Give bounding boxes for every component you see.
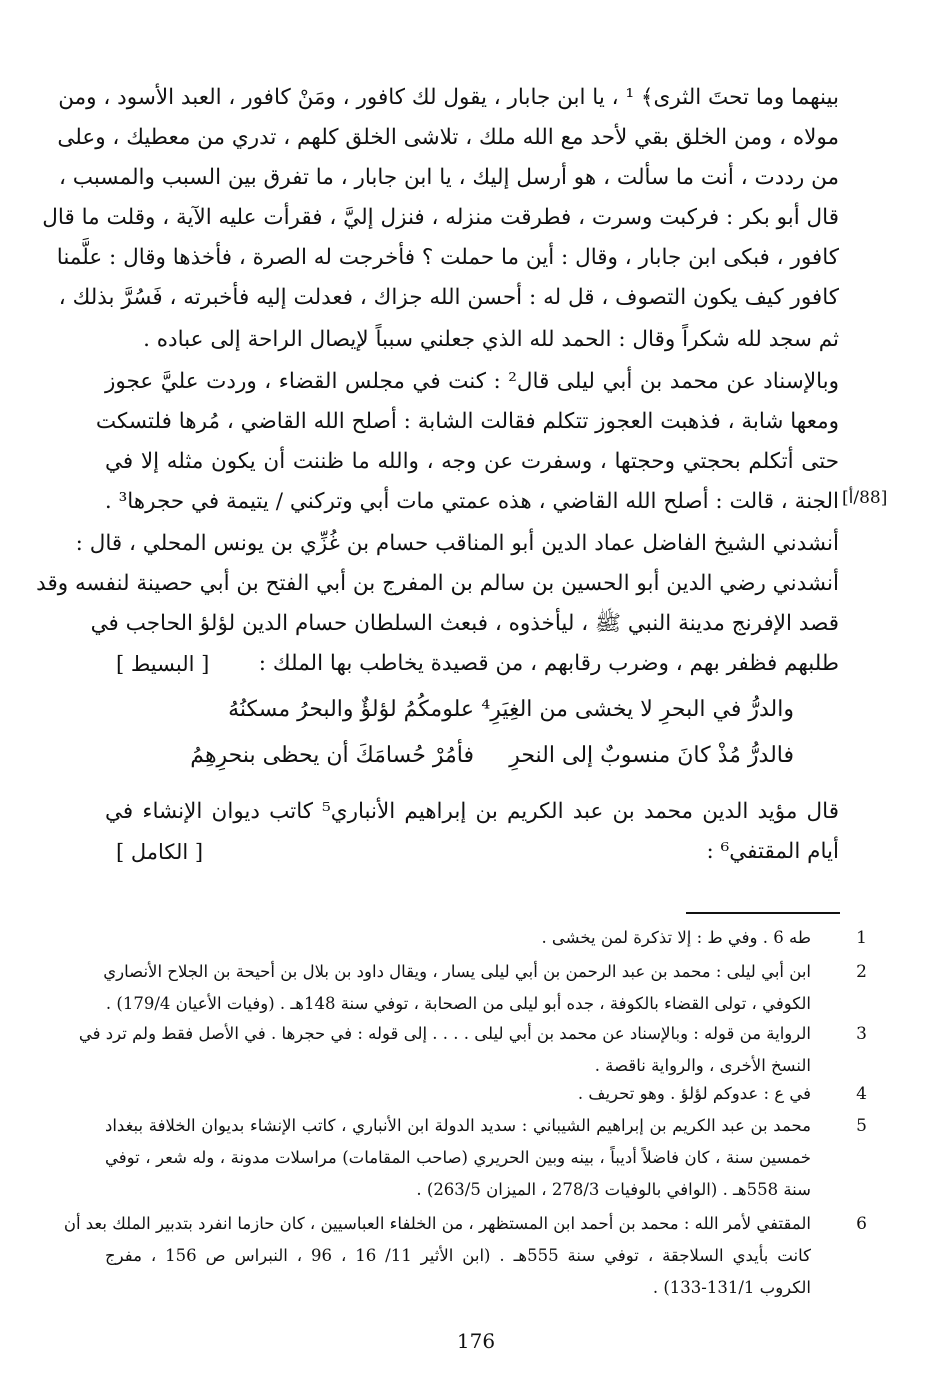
body-line: ومعها شابة ، فذهبت العجوز تتكلم فقالت الشابة : أصلح الله القاضي ، مُرها فلتسكت bbox=[95, 409, 839, 434]
footnote-line: محمد بن عبد الكريم بن إبراهيم الشيباني : سديد الدولة ابن الأنباري ، كاتب الإنشاء بديوان الخلافة ببغداد bbox=[105, 1116, 811, 1135]
poetic-meter-label: [ الكامل ] bbox=[116, 840, 204, 864]
footnote-number: 3 bbox=[856, 1024, 867, 1044]
footnote bbox=[103, 956, 867, 1020]
body-line: أنشدني رضي الدين أبو الحسين بن سالم بن المفرج بن أبي الفتح بن أبي حصينة لنفسه وقد bbox=[36, 571, 839, 596]
footnote bbox=[105, 1078, 867, 1110]
body-line: الجنة ، قالت : أصلح الله القاضي ، هذه عمتي مات أبي وتركني / يتيمة في حجرها³ . bbox=[104, 489, 839, 514]
footnote-line: خمسين سنة ، كان فاضلاً أديباً ، بينه وبين الحريري (صاحب المقامات) مراسلات مدونة ، وله شعر ، توفي bbox=[105, 1148, 811, 1167]
footnote-number: 1 bbox=[856, 928, 867, 948]
body-line: وبالإسناد عن محمد بن أبي ليلى قال² : كنت في مجلس القضاء ، وردت عليَّ عجوز bbox=[105, 369, 839, 394]
footnote bbox=[78, 1018, 867, 1082]
poetic-meter-label: [ البسيط ] bbox=[116, 652, 210, 676]
footnote bbox=[63, 1208, 867, 1304]
footnote bbox=[105, 1110, 867, 1206]
footnote-line: النسخ الأخرى ، والرواية ناقصة . bbox=[594, 1056, 811, 1075]
body-line: أيام المقتفي⁶ : bbox=[706, 839, 839, 864]
body-line: أنشدني الشيخ الفاضل عماد الدين أبو المناقب حسام بن غُزِّي بن يونس المحلي ، قال : bbox=[75, 531, 839, 556]
footnote-number: 6 bbox=[856, 1214, 867, 1234]
verse-first-hemistich: فأمُرْ حُسامَكَ أن يحظى بنحرِهِمُ bbox=[190, 743, 474, 768]
footnote-number: 4 bbox=[856, 1084, 867, 1104]
body-line: بينهما وما تحتَ الثرى﴾ ¹ ، يا ابن جابار ، يقول لك كافور ، ومَنْ كافور ، العبد الأسود ، ومن bbox=[58, 85, 839, 110]
footnote-line: المقتفي لأمر الله : محمد بن أحمد ابن المستظهر ، من الخلفاء العباسيين ، كان حازما انفرد بتدبير الملك بعد أن bbox=[63, 1214, 811, 1233]
verse-first-hemistich: علومكُمُ لؤلؤٌ والبحرُ مسكنُهُ bbox=[228, 697, 474, 722]
body-line: كافور كيف يكون التصوف ، قل له : أحسن الله جزاك ، فعدلت إليه فأخبرته ، فَسُرَّ بذلك ، bbox=[58, 285, 839, 310]
body-line: قال أبو بكر : فركبت وسرت ، فطرقت منزله ، فنزل إليَّ ، فقرأت عليه الآية ، وقلت ما قال bbox=[42, 205, 839, 230]
footnote-line: الكروب 131/1-133) . bbox=[652, 1278, 811, 1297]
verse-second-hemistich: والدرُّ في البحرِ لا يخشى من الغِيَرِ⁴ bbox=[481, 697, 794, 722]
footnote-line: سنة 558هـ . (الوافي بالوفيات 278/3 ، الميزان 263/5) . bbox=[416, 1180, 811, 1199]
page-number: 176 bbox=[456, 1329, 496, 1353]
footnote-divider bbox=[686, 912, 840, 914]
footnote-number: 2 bbox=[856, 962, 867, 982]
body-line: قال مؤيد الدين محمد بن عبد الكريم بن إبراهيم الأنباري⁵ كاتب ديوان الإنشاء في bbox=[105, 799, 840, 824]
footnote-line: الرواية من قوله : وبالإسناد عن محمد بن أبي ليلى . . . . إلى قوله : في حجرها . في الأصل فقط ولم ترد في bbox=[78, 1024, 811, 1043]
footnote-line: الكوفي ، تولى القضاء بالكوفة ، جده أبو ليلى من الصحابة ، توفي سنة 148هـ . (وفيات الأعيان 179/4) . bbox=[105, 994, 811, 1013]
body-line: ثم سجد لله شكراً وقال : الحمد لله الذي جعلني سبباً لإيصال الراحة إلى عباده . bbox=[143, 327, 839, 352]
manuscript-folio-marker: [88/أ] bbox=[842, 488, 888, 508]
footnote-line: ابن أبي ليلى : محمد بن عبد الرحمن بن أبي ليلى يسار ، ويقال داود بن بلال بن أحيحة بن الجلاح الأنصاري bbox=[103, 962, 811, 981]
footnote-line: في ع : عدوكم لؤلؤ . وهو تحريف . bbox=[577, 1084, 811, 1103]
verse-second-hemistich: فالدرُّ مُذْ كانَ منسوبٌ إلى النحرِ bbox=[509, 743, 794, 768]
footnote-line: طه 6 . وفي ط : إلا تذكرة لمن يخشى . bbox=[541, 928, 811, 947]
footnote bbox=[105, 922, 867, 954]
footnote-number: 5 bbox=[856, 1116, 867, 1136]
footnote-line: كانت بأيدي السلاجقة ، توفي سنة 555هـ . (ابن الأثير 11/ 16 ، 96 ، النبراس ص 156 ، مفرج bbox=[105, 1246, 811, 1265]
body-line: مولاه ، ومن الخلق بقي لأحد مع الله ملك ، تلاشى الخلق كلهم ، تدري من معطيك ، وعلى bbox=[57, 125, 839, 150]
body-line: حتى أتكلم بحجتي وحجتها ، وسفرت عن وجه ، والله ما ظننت أن يكون مثله إلا في bbox=[105, 449, 839, 474]
body-line: طلبهم فظفر بهم ، وضرب رقابهم ، من قصيدة يخاطب بها الملك : bbox=[258, 651, 839, 676]
body-line: قصد الإفرنج مدينة النبي ﷺ ، ليأخذوه ، فبعث السلطان حسام الدين لؤلؤ الحاجب في bbox=[90, 611, 839, 636]
body-line: من رددت ، أنت ما سألت ، هو أرسل إليك ، يا ابن جابار ، ما تفرق بين السبب والمسبب ، bbox=[59, 165, 839, 190]
body-line: كافور ، فبكى ابن جابار ، وقال : أين ما حملت ؟ فأخرجت له الصرة ، فأخذها وقال : علَّمنا bbox=[56, 245, 839, 270]
